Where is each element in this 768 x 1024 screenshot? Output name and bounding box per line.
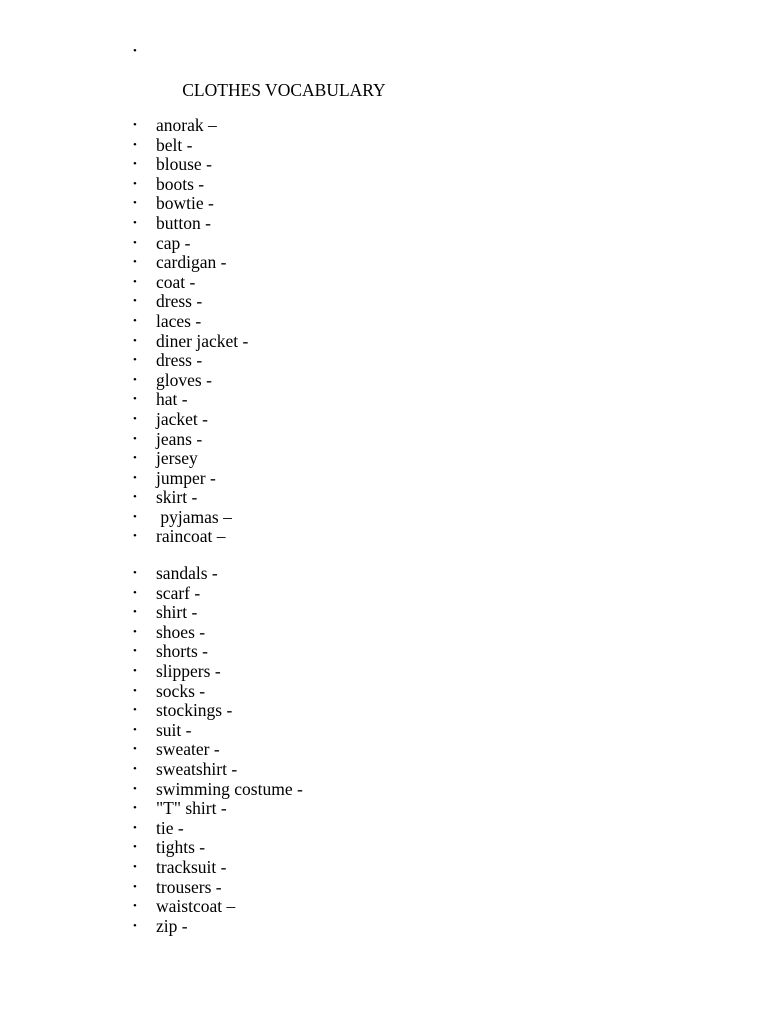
vocabulary-word: belt - [156,134,193,155]
vocabulary-word: tights - [156,837,206,858]
bullet-icon: • [133,491,137,504]
bullet-icon: • [133,314,137,327]
bullet-icon: • [133,782,137,795]
vocabulary-word: scarf - [156,582,201,603]
bullet-icon: • [133,432,137,445]
bullet-icon: • [133,645,137,658]
list-item [0,155,768,175]
list-item [0,214,768,234]
vocabulary-word: socks - [156,680,206,701]
bullet-icon: • [133,412,137,425]
vocabulary-word: shirt - [156,602,198,623]
list-item [0,469,768,489]
list-item [0,488,768,508]
bullet-icon: • [133,704,137,717]
vocabulary-word: boots - [156,173,205,194]
bullet-icon: • [133,530,137,543]
bullet-icon: • [133,354,137,367]
list-item [0,136,768,156]
vocabulary-word: gloves - [156,369,212,390]
list-item [0,584,768,604]
bullet-icon: • [133,45,137,57]
vocabulary-word: cap - [156,232,191,253]
bullet-icon: • [133,119,137,131]
vocabulary-word: "T" shirt - [156,798,227,819]
bullet-icon: • [133,256,137,269]
vocabulary-word: dress - [156,291,203,312]
vocabulary-word: pyjamas – [156,506,232,527]
bullet-icon: • [133,197,137,210]
bullet-icon: • [133,723,137,736]
vocabulary-word: trousers - [156,876,222,897]
bullet-icon: • [133,567,137,579]
list-item [0,253,768,273]
vocabulary-word: sweater - [156,739,220,760]
bullet-icon: • [133,510,137,523]
list-item [0,410,768,430]
bullet-icon: • [133,334,137,347]
bullet-icon: • [133,762,137,775]
bullet-icon: • [133,138,137,151]
vocabulary-word: jeans - [156,428,203,449]
list-item [0,116,768,136]
vocabulary-word: blouse - [156,154,212,175]
bullet-icon: • [133,802,137,815]
vocabulary-list-group-b [0,564,768,936]
bullet-icon: • [133,821,137,834]
bullet-icon: • [133,373,137,386]
bullet-icon: • [133,586,137,599]
vocabulary-word: coat - [156,271,196,292]
list-item [0,799,768,819]
list-item [0,449,768,469]
list-item [0,332,768,352]
vocabulary-word: diner jacket - [156,330,249,351]
vocabulary-word: shorts - [156,641,209,662]
list-item [0,838,768,858]
vocabulary-word: tracksuit - [156,856,227,877]
list-item [0,760,768,780]
list-item [0,721,768,741]
list-item [0,564,768,584]
vocabulary-word: bowtie - [156,193,214,214]
vocabulary-word: dress - [156,350,203,371]
bullet-icon: • [133,275,137,288]
bullet-icon: • [133,860,137,873]
vocabulary-word: sandals - [156,563,218,583]
list-item [0,642,768,662]
vocabulary-word: laces - [156,310,202,331]
list-item [0,780,768,800]
bullet-icon: • [133,177,137,190]
bullet-icon: • [133,900,137,913]
bullet-icon: • [133,452,137,465]
list-item [0,740,768,760]
bullet-icon: • [133,295,137,308]
list-item [0,312,768,332]
list-item [0,897,768,917]
vocabulary-word: button - [156,212,211,233]
list-item [0,603,768,623]
vocabulary-word: shoes - [156,621,206,642]
bullet-icon: • [133,236,137,249]
vocabulary-word: anorak – [156,115,217,135]
vocabulary-word: hat - [156,389,188,410]
list-item [0,292,768,312]
title-list [0,42,768,101]
vocabulary-word: raincoat – [156,526,226,547]
bullet-icon: • [133,919,137,932]
list-item [0,390,768,410]
list-item [0,351,768,371]
vocabulary-word: jacket - [156,408,208,429]
vocabulary-list-group-a [0,116,768,547]
vocabulary-word: waistcoat – [156,896,236,917]
bullet-icon: • [133,841,137,854]
list-item [0,819,768,839]
list-item [0,175,768,195]
bullet-icon: • [133,684,137,697]
title-item [0,42,768,101]
list-item [0,508,768,528]
list-item [0,273,768,293]
vocabulary-word: jersey [156,448,198,469]
vocabulary-word: swimming costume - [156,778,303,799]
vocabulary-word: jumper - [156,467,216,488]
list-item [0,701,768,721]
bullet-icon: • [133,471,137,484]
bullet-icon: • [133,393,137,406]
list-item [0,527,768,547]
vocabulary-word: slippers - [156,660,221,681]
vocabulary-word: sweatshirt - [156,758,238,779]
list-item [0,858,768,878]
list-item [0,917,768,937]
list-item [0,430,768,450]
bullet-icon: • [133,664,137,677]
vocabulary-word: tie - [156,817,184,838]
vocabulary-word: stockings - [156,700,233,721]
list-item [0,662,768,682]
list-item [0,371,768,391]
page-title: CLOTHES VOCABULARY [182,80,386,101]
list-item [0,878,768,898]
vocabulary-word: suit - [156,719,192,740]
list-item [0,623,768,643]
bullet-icon: • [133,606,137,619]
vocabulary-word: zip - [156,915,188,936]
list-item [0,682,768,702]
vocabulary-word: cardigan - [156,252,227,273]
bullet-icon: • [133,743,137,756]
bullet-icon: • [133,625,137,638]
bullet-icon: • [133,880,137,893]
vocabulary-word: skirt - [156,487,198,508]
list-item [0,194,768,214]
bullet-icon: • [133,158,137,171]
list-item [0,234,768,254]
bullet-icon: • [133,216,137,229]
